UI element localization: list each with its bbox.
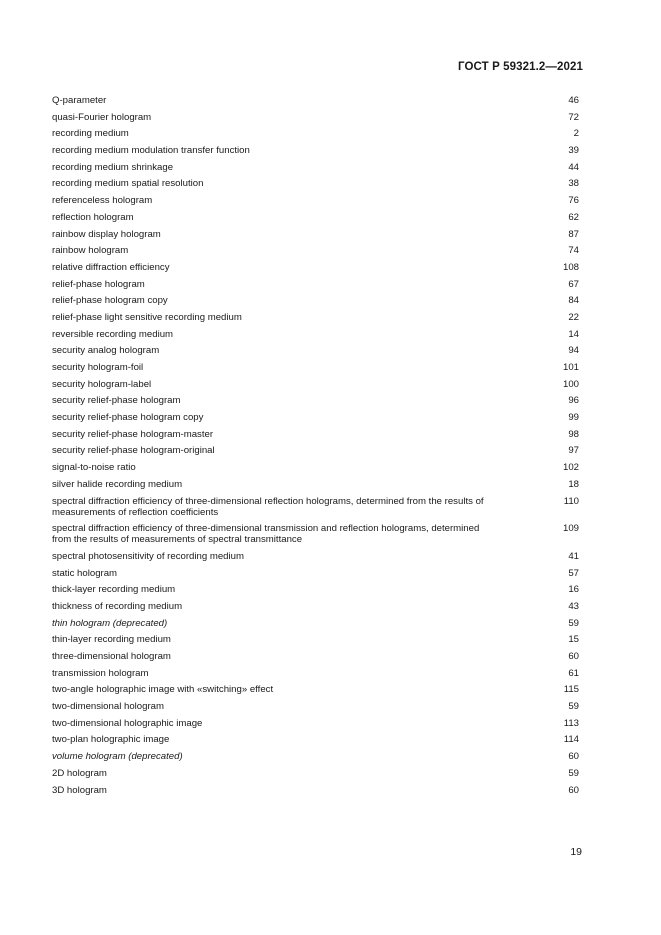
index-page-ref: 108 [562, 261, 579, 273]
index-term: three-dimensional hologram [52, 651, 171, 662]
index-entry [52, 128, 579, 139]
index-page-ref: 109 [562, 523, 579, 535]
index-page-ref: 59 [568, 617, 579, 629]
page-number: 19 [570, 846, 582, 858]
index-term: thin hologram (deprecated) [52, 617, 168, 629]
index-list [52, 95, 579, 801]
index-term: thick-layer recording medium [52, 584, 176, 596]
index-term: reflection hologram [52, 211, 134, 223]
index-entry [52, 601, 579, 612]
index-entry [52, 312, 579, 323]
index-term: security relief-phase hologram [52, 395, 181, 407]
index-page-ref: 18 [568, 478, 579, 490]
index-term: recording medium modulation transfer function [52, 145, 250, 157]
index-entry [52, 329, 579, 340]
index-page-ref: 57 [568, 567, 579, 579]
index-entry [52, 634, 579, 645]
index-page-ref: 98 [568, 428, 579, 440]
index-entry [52, 429, 579, 440]
index-entry [52, 584, 579, 595]
index-entry [52, 651, 579, 662]
index-entry [52, 279, 579, 290]
index-page-ref: 60 [568, 784, 579, 796]
index-term: reversible recording medium [52, 328, 174, 340]
index-term: thin-layer recording medium [52, 634, 171, 646]
index-term: two-dimensional holographic image [52, 717, 203, 729]
index-entry [52, 551, 579, 562]
index-entry [52, 229, 579, 240]
index-term: referenceless hologram [52, 195, 153, 207]
index-term: recording medium shrinkage [52, 161, 174, 173]
index-entry [52, 668, 579, 679]
index-term: 2D hologram [52, 767, 107, 779]
index-entry [52, 462, 579, 473]
index-page-ref: 44 [568, 161, 579, 173]
index-page-ref: 115 [563, 684, 579, 696]
index-page-ref: 60 [568, 651, 579, 662]
index-page-ref: 113 [563, 717, 579, 729]
index-entry [52, 295, 579, 306]
index-entry [52, 162, 579, 173]
index-entry [52, 618, 579, 629]
index-entry [52, 95, 579, 106]
document-header: ГОСТ Р 59321.2—2021 [458, 61, 583, 73]
index-term: Q-parameter [52, 95, 107, 106]
index-page-ref: 60 [568, 751, 579, 763]
index-page-ref: 59 [568, 701, 579, 713]
index-page-ref: 100 [562, 378, 579, 390]
index-entry [52, 412, 579, 423]
index-term: security hologram-label [52, 378, 152, 390]
index-page-ref: 41 [568, 550, 579, 562]
index-page-ref: 76 [568, 195, 579, 207]
index-page-ref: 39 [568, 145, 579, 157]
index-entry [52, 684, 579, 695]
index-entry [52, 145, 579, 156]
index-term: thickness of recording medium [52, 600, 183, 612]
index-term: security relief-phase hologram-master [52, 428, 214, 440]
index-entry [52, 701, 579, 712]
index-entry [52, 195, 579, 206]
index-entry [52, 445, 579, 456]
index-entry [52, 245, 579, 256]
index-term: 3D hologram [52, 784, 107, 796]
index-page-ref: 2 [573, 128, 579, 140]
index-entry [52, 262, 579, 273]
index-page-ref: 46 [568, 95, 579, 106]
index-page-ref: 22 [568, 311, 579, 323]
index-page-ref: 59 [568, 767, 579, 779]
index-entry [52, 362, 579, 373]
index-term: two-dimensional hologram [52, 701, 164, 713]
index-term: spectral diffraction efficiency of three-dimensional reflection holograms, determined from the results of measurements of reflection coefficients [52, 495, 484, 518]
index-page-ref: 38 [568, 178, 579, 190]
index-term: two-plan holographic image [52, 734, 170, 746]
index-entry [52, 496, 579, 518]
index-page-ref: 74 [568, 245, 579, 257]
index-term: spectral photosensitivity of recording medium [52, 550, 244, 562]
index-entry [52, 751, 579, 762]
index-term: security hologram-foil [52, 362, 144, 373]
index-term: static hologram [52, 567, 118, 579]
index-page-ref: 62 [568, 211, 579, 223]
index-term: security relief-phase hologram copy [52, 412, 204, 424]
index-entry [52, 523, 579, 545]
index-entry [52, 734, 579, 745]
index-term: relief-phase hologram [52, 278, 145, 290]
index-page-ref: 61 [568, 667, 579, 679]
index-term: silver halide recording medium [52, 478, 183, 490]
index-entry [52, 112, 579, 123]
index-page-ref: 110 [563, 495, 579, 507]
index-entry [52, 345, 579, 356]
index-term: transmission hologram [52, 667, 149, 679]
index-page-ref: 16 [568, 584, 579, 596]
index-term: spectral diffraction efficiency of three-dimensional transmission and reflection holograms, determined from the results of measurements of spectral transmittance [52, 523, 480, 546]
index-page-ref: 96 [568, 395, 579, 407]
index-term: recording medium [52, 128, 129, 140]
index-page-ref: 72 [568, 111, 579, 123]
index-term: volume hologram (deprecated) [52, 751, 183, 763]
index-entry [52, 768, 579, 779]
index-page-ref: 102 [562, 462, 579, 474]
index-term: rainbow display hologram [52, 228, 161, 240]
index-page-ref: 97 [568, 445, 579, 457]
index-term: recording medium spatial resolution [52, 178, 204, 190]
index-term: relief-phase hologram copy [52, 295, 168, 307]
index-entry [52, 379, 579, 390]
index-page-ref: 15 [568, 634, 579, 646]
index-page-ref: 84 [568, 295, 579, 307]
index-entry [52, 395, 579, 406]
index-term: relative diffraction efficiency [52, 261, 170, 273]
index-page-ref: 67 [568, 278, 579, 290]
index-entry [52, 479, 579, 490]
index-term: rainbow hologram [52, 245, 129, 257]
index-entry [52, 178, 579, 189]
index-term: quasi-Fourier hologram [52, 111, 152, 123]
index-page-ref: 114 [563, 734, 579, 746]
index-entry [52, 718, 579, 729]
index-term: signal-to-noise ratio [52, 462, 136, 474]
index-term: security relief-phase hologram-original [52, 445, 215, 457]
index-entry [52, 568, 579, 579]
index-term: security analog hologram [52, 345, 160, 357]
index-term: relief-phase light sensitive recording medium [52, 311, 242, 323]
index-page-ref: 101 [562, 362, 579, 373]
index-page-ref: 94 [568, 345, 579, 357]
index-entry [52, 212, 579, 223]
index-page-ref: 87 [568, 228, 579, 240]
index-page-ref: 14 [568, 328, 579, 340]
index-term: two-angle holographic image with «switching» effect [52, 684, 274, 696]
index-entry [52, 785, 579, 796]
index-page-ref: 99 [568, 412, 579, 424]
index-page-ref: 43 [568, 600, 579, 612]
